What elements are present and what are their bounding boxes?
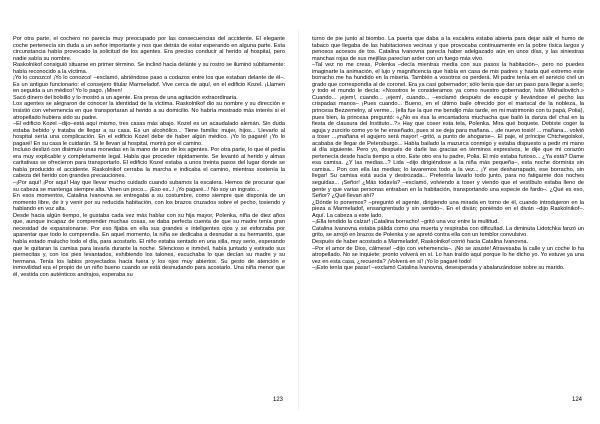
- paragraph: –¡Por aquí! ¡Por aquí! Hay que llevar mucho cuidado cuando subamos la escalera. Hemos de procurar que su cabeza se mantenga siempre alta. Vinen un poco... ¡Eso es...! ¡Yo pagaré...! No soy un ingrato...: [13, 180, 285, 193]
- paragraph: ¡Yo lo conozco! ¡Yo lo conozco! –exclamó, abriéndose paso a codazos entre los que estaban delante de él–. Es un antiguo funcionario: el consejero titular Marmeladof. Vive cerca de aquí, en el edificio Kozel. ¡Llamen en seguida a un médico! Yo lo pago. ¡Miren!: [13, 75, 285, 95]
- paragraph: ¿Dónde lo ponemos? –preguntó el agente, dirigiendo una mirada en torno de él, cuando introdujeron en la pieza a Marmeladof, ensangrentado y sin sentido–. En el diván; poniéndo en el diván –dijo Raskolnikof–. Aquí. La cabeza a este lado.: [312, 199, 584, 219]
- paragraph: –Tal vez no me creas, Polenka –decía mientras medía con sus pasos la habitación–, pero no puedes imaginarte la animación, el lujo y magnificencia que había en casa de mis padres y hasta qué extremo este borracho me ha hundido en la miseria. También a vosotros os perderá. Mi padre tenía en el servicio civil un grado que correspondía al de coronel. Era ya casi gobernador; sólo tenía que dar un paso para llegar a serlo; y todo el mundo le decía: «Nosotros le consideramos ya como nuestro gobernador, Iván Mikhailovitch.» Cuando... ¡ejem!, cuando... ¡ejem!, cuando... –exclamó después de escupir y llevándose el pecho las crispadas manos– ¡Pues cuando... Bueno, en el último baile ofrecido por el mariscal de la nobleza, la princesa Bezzemelny, al verme... (ella fue la que me bendijo más tarde, en mi matrimonio con tu papá, Polia), pues bien, la princesa preguntó: «¿No es ésa la encantadora muchacha que bailó la danza del chal en la fiesta de clausura del Instituto...?» Hay que coser esta tela, Polenka. Mira qué boquete. Debiste coger la aguja y zurcirlo como yo te he enseñado, pues si se deja para mañana... ¡de nuevo tosió! ... mañana... volvió a toser ...¡mañana el agujero será mayor! –gritó, a punto de ahogarse–. El paje, el príncipe Chtchegolskoi, acababa de llegar de Petersburgo... Había bailado la mazurca conmigo y estaba dispuesto a pedir mi mano al día siguiente. Pero yo, después de darle las gracias en términos expresivos, le dije que mi corazón pertenecía desde hacía tiempo a otro. Este otro era tu padre, Polia. El mío estaba furioso... ¿Ya está? Dame esa camisa. ¿Y las medias...? Lida –dijo dirigiéndose a la niña más pequeña–, esta noche dormirás sin camisa... Pon con ella las medias; lo lavaremos todo a la vez... ¡Y ese desharrapado, ese borracho, sin llegar! Su camisa está sucia y destrozada... Preferiría lavarlo todo junto, para no fatigarme dos noches seguidas... ¡Señor! ¿Más todavía? –exclamó, volviendo a toser y viendo que el vestíbulo estaba lleno de gente y que varias personas entraban en la habitación, transportando una especie de fardo–. ¿Qué es eso, Señor? ¿Qué llevan ahí?: [312, 62, 584, 200]
- paragraph: Catalina Ivanovna estaba pálida como una muerta y respiraba con dificultad. La diminuta Lidotchka lanzó un grito, se arrojó en brazos de Polenka y se apretó contra ella con un temblor convulsivo.: [312, 225, 584, 239]
- paragraph: –Por el amor de Dios, cálmese! –dijo con vehemencia–. ¡No se asuste! Atravesaba la calle y un coche lo ha atropellado. No se inquiete; pronto volverá en sí. Lo han traído aquí porque lo he dicho yo. Yo estuve ya una vez en esta casa, ¿recuerda? ¡Volverá en sí! ¡Yo lo pagaré todo!: [312, 245, 584, 265]
- paragraph: turno de pie junto al biombo. La puerta que daba a la escalera estaba abierta para dejar salir el humo de tabaco que llegaba de las habitaciones vecinas y que provocaba continuamente en la pobre tísica largos y penosos accesos de tos. Catalina Ivanovna parecía haber adelgazado aún en unos días, y las siniestras manchas rojas de sus mejillas parecían arder con un fuego más vivo.: [312, 36, 584, 62]
- paragraph: –El edificio Kozel –dijo–está aquí mismo, tres casas más abajo. Kozel es un acaudalado alemán. Sin duda estaba bebido y trataba de llegar a su casa. Es un alcohólico... Tiene familia: mujer, hijos... Llevarlo al hospital sería una complicación. En el edificio Kozel debe de haber algún médico. ¡Yo lo pagaré! ¡Yo lo pagaré! En su casa le cuidarán. Si le llevan al hospital, morirá por el camino.: [13, 121, 285, 147]
- right-page-text: [312, 36, 584, 392]
- page-number: 123: [272, 397, 283, 403]
- right-page: [312, 36, 584, 404]
- paragraph: Desde hacia algún tiempo, le gustaba cada vez más hablar con su hija mayor, Polenka, niña de diez años que, aunque incapaz de comprender muchas cosas, se daba perfecta cuenta de que su madre tenía gran necesidad de expansionarse. Por eso fijaba en ella sus grandes e inteligentes ojos y se esforzaba por aparentar que todo lo comprendía. En aquel momento, la niña se dedicaba a desnudar a su hermanito, que había estado malucho todo el día, para acostarlo. El niño estaba sentado en una silla, muy serio, esperando que le quitaran la camisa para lavarla durante la noche. Silencioso e inmóvil, había juntado y estirado sus piernecitas y, con los pies levantados, exhibiendo los talones, escuchaba lo que decían su madre y su hermana. Tenía los labios proyectados hacia fuera y los ojos muy abiertos. Su gesto de atención e inmovilidad era el propio de un niño bueno cuando se está desnudando para acostarlo. Una niña menor que él, vestida con auténticos andrajos, esperaba su: [13, 212, 285, 278]
- left-page-text: [13, 36, 285, 392]
- paragraph: Raskolnikof consiguió situarse en primer término. Se inclinó hacia delante y su rostro se iluminó súbitamente: había reconocido a la víctima.: [13, 62, 285, 75]
- paragraph: Los agentes se alegraron de conocer la identidad de la víctima. Raskolnikof dio su nombre y su dirección e insistió con vehemencia en que transportaran al herido a su domicilio. No habría mostrado más interés si el atropellado hubiera sido su padre.: [13, 101, 285, 121]
- paragraph: Sacó dinero del bolsillo y lo mostró a un agente. Era presa de una agitación extraordinaria.: [13, 94, 238, 101]
- page-gutter: [298, 30, 299, 410]
- paragraph: –¡Ella tendido la calzar! ¡Catalina borracho! –gritó una voz entre la multitud.: [312, 219, 499, 226]
- paragraph: Por otra parte, el cochero no parecía muy preocupado por las consecuencias del accidente. El elegante coche pertenecía sin duda a un señor importante y nos que detrás de estar esperando en alguna parte. Esta circunstancia había provocado la solicitud de los agentes. Era preciso conducir al herido al hospital, pero nadie sabía su nombre.: [13, 36, 285, 62]
- page-number: 124: [571, 397, 582, 403]
- left-page: [13, 36, 285, 404]
- paragraph: –¡Esto tenía que pasar! –exclamó Catalina Ivanovna, desesperada y abalanzándose sobre su marido.: [312, 265, 565, 272]
- paragraph: Después de haber acostado a Marmeladof, Raskolnikof corrió hacia Catalina Ivanovna.: [312, 238, 529, 245]
- paragraph: Incluso deslizó con disimulo unas monedas en la mano de uno de los agentes. Por otra parte, lo que él pedía era muy explicable y completamente legal. Había que proceder rápidamente. Se levantó al herido y almas caritativas se ofrecieron para transportarlo. El edificio Kozel estaba a unos treinta pasos del lugar donde se había producido el accidente. Raskolnikof cerraba la marcha e indicaba el camino, mientras sostenía la cabeza del herido con grandes precauciones.: [13, 147, 285, 180]
- paragraph: En esos momentos, Catalina Ivanovna se entregaba a su costumbre, como siempre que disponía de un momento libre, de ir y venir por su reducida habitación, con los brazos cruzados sobre el pecho, tosiendo y hablando en voz alta.: [13, 193, 285, 213]
